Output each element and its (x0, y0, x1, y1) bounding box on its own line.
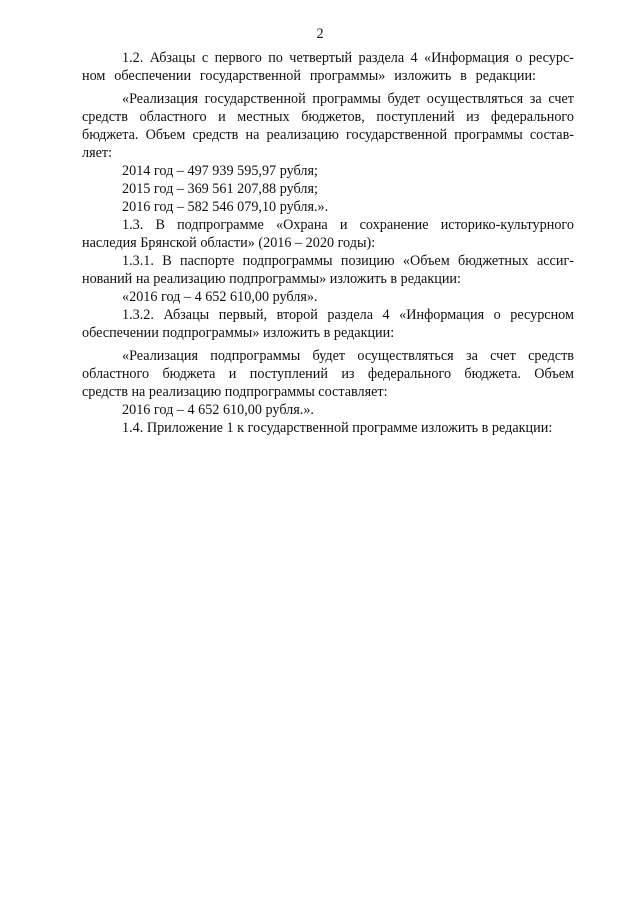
text-line: 2015 год – 369 561 207,88 рубля; (122, 181, 318, 197)
text-line: 2014 год – 497 939 595,97 рубля; (122, 163, 318, 179)
text-line: бюджета. Объем средств на реализацию государственной программы состав- (82, 127, 574, 143)
text-line: ном обеспечении государственной программы» изложить в редакции: (82, 68, 536, 84)
page-number: 2 (316, 26, 324, 42)
text-line: 1.4. Приложение 1 к государственной программе изложить в редакции: (122, 420, 553, 436)
text-line: «Реализация подпрограммы будет осуществляться за счет средств (122, 348, 574, 364)
text-line: 2016 год – 4 652 610,00 рубля.». (122, 402, 314, 418)
text-line: нований на реализацию подпрограммы» изложить в редакции: (82, 271, 461, 287)
text-line: 1.3.1. В паспорте подпрограммы позицию «Объем бюджетных ассиг- (122, 253, 574, 269)
text-line: 1.3. В подпрограмме «Охрана и сохранение историко-культурного (122, 217, 574, 233)
text-line: 2016 год – 582 546 079,10 рубля.». (122, 199, 329, 215)
text-line: областного бюджета и поступлений из федерального бюджета. Объем (82, 366, 574, 382)
text-line: 1.3.2. Абзацы первый, второй раздела 4 «Информация о ресурсном (122, 307, 574, 323)
text-line: 1.2. Абзацы с первого по четвертый раздела 4 «Информация о ресурс- (122, 50, 574, 66)
text-line: наследия Брянской области» (2016 – 2020 годы): (82, 235, 376, 251)
text-line: средств на реализацию подпрограммы составляет: (82, 384, 388, 400)
text-line: средств областного и местных бюджетов, поступлений из федерального (82, 109, 574, 125)
text-line: обеспечении подпрограммы» изложить в редакции: (82, 325, 395, 341)
text-line: «Реализация государственной программы будет осуществляться за счет (122, 91, 574, 107)
text-line: ляет: (82, 145, 113, 161)
text-line: «2016 год – 4 652 610,00 рубля». (122, 289, 318, 305)
